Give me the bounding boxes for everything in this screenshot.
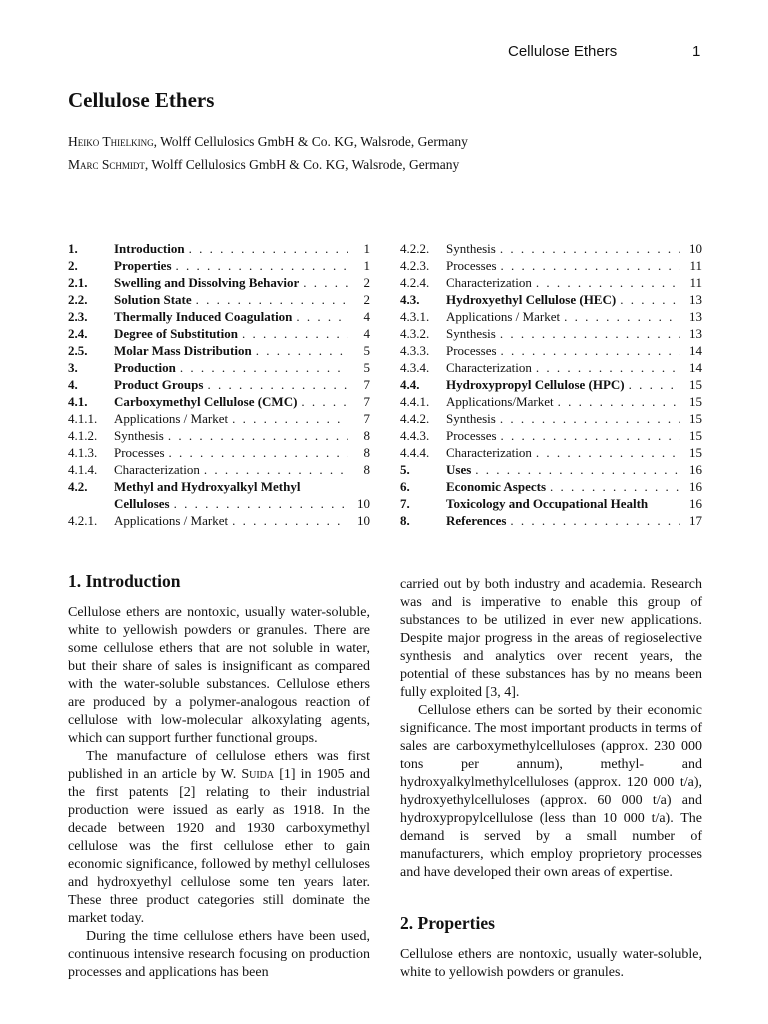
toc-dot-leader bbox=[200, 461, 348, 478]
toc-entry-title: Processes bbox=[446, 343, 497, 358]
toc-dot-leader bbox=[546, 478, 680, 495]
toc-entry-page: 1 bbox=[363, 258, 370, 273]
table-of-contents-right bbox=[400, 240, 702, 529]
author-name: Marc Schmidt bbox=[68, 157, 145, 172]
toc-entry-title: Toxicology and Occupational Health bbox=[446, 496, 649, 511]
toc-dot-leader bbox=[238, 325, 348, 342]
toc-entry-number: 1. bbox=[68, 241, 78, 256]
toc-entry-page: 1 bbox=[363, 241, 370, 256]
toc-entry-number: 6. bbox=[400, 479, 410, 494]
toc-entry-page: 7 bbox=[363, 411, 370, 426]
toc-dot-leader bbox=[496, 410, 680, 427]
toc-entry-title: Processes bbox=[446, 258, 497, 273]
toc-entry-page: 16 bbox=[689, 496, 702, 511]
toc-dot-leader bbox=[292, 308, 348, 325]
toc-dot-leader bbox=[228, 410, 348, 427]
toc-entry-page: 5 bbox=[363, 343, 370, 358]
toc-entry bbox=[68, 359, 370, 376]
author-affiliation: , Wolff Cellulosics GmbH & Co. KG, Walsrode, Germany bbox=[144, 157, 460, 172]
toc-entry bbox=[400, 291, 702, 308]
toc-entry bbox=[68, 512, 370, 529]
paragraph: Cellulose ethers can be sorted by their economic significance. The most important products in terms of sales are carboxymethylcelluloses (approx. 230 000 tons per annum), methyl- and hydroxyalkylmethylcelluloses (approx. 120 000 t/a), hydroxyethylcelluloses (approx. 60 000 t/a) and hydroxypropylcellulose (less than 10 000 t/a). The demand is served by a small number of manufacturers, which employ proprietory processes and have developed their own areas of expertise. bbox=[400, 703, 702, 880]
toc-entry bbox=[68, 291, 370, 308]
toc-dot-leader bbox=[496, 325, 680, 342]
toc-entry-page: 15 bbox=[689, 394, 702, 409]
toc-entry-title: Applications / Market bbox=[114, 513, 229, 528]
toc-dot-leader bbox=[172, 257, 348, 274]
toc-entry-title: Solution State bbox=[114, 292, 192, 307]
toc-entry-number: 4.1.1. bbox=[68, 411, 98, 426]
toc-entry-number: 4.2.1. bbox=[68, 513, 98, 528]
toc-entry bbox=[68, 257, 370, 274]
toc-entry-page: 13 bbox=[689, 326, 702, 341]
toc-entry-number: 2.1. bbox=[68, 275, 88, 290]
toc-entry bbox=[68, 308, 370, 325]
toc-entry-number: 4.1.2. bbox=[68, 428, 98, 443]
toc-entry-title: Thermally Induced Coagulation bbox=[114, 309, 293, 324]
toc-entry-number: 4.1. bbox=[68, 394, 88, 409]
toc-entry-number: 5. bbox=[400, 462, 410, 477]
toc-dot-leader bbox=[176, 359, 348, 376]
toc-entry-page: 17 bbox=[689, 513, 702, 528]
toc-entry-title: Product Groups bbox=[114, 377, 204, 392]
toc-entry bbox=[400, 512, 702, 529]
toc-dot-leader bbox=[297, 393, 348, 410]
toc-entry-title: Hydroxypropyl Cellulose (HPC) bbox=[446, 377, 625, 392]
toc-entry-title: Methyl and Hydroxyalkyl Methyl bbox=[114, 479, 301, 494]
toc-entry bbox=[400, 274, 702, 291]
toc-entry bbox=[400, 393, 702, 410]
paragraph: During the time cellulose ethers have been used, continuous intensive research focusing on production processes and applications has been bbox=[68, 929, 370, 980]
toc-dot-leader bbox=[185, 240, 348, 257]
toc-entry-title: Applications/Market bbox=[446, 394, 554, 409]
toc-entry bbox=[400, 495, 702, 512]
toc-entry-page: 7 bbox=[363, 377, 370, 392]
toc-entry-number: 4.4.3. bbox=[400, 428, 430, 443]
toc-entry bbox=[400, 359, 702, 376]
toc-entry-number: 8. bbox=[400, 513, 410, 528]
toc-entry-page: 16 bbox=[689, 479, 702, 494]
toc-entry-page: 13 bbox=[689, 292, 702, 307]
page-number: 1 bbox=[692, 43, 701, 60]
table-of-contents-left bbox=[68, 240, 370, 529]
toc-entry-title: Economic Aspects bbox=[446, 479, 547, 494]
toc-entry-title: Degree of Substitution bbox=[114, 326, 238, 341]
toc-entry-number: 2. bbox=[68, 258, 78, 273]
toc-entry-number: 4.4.2. bbox=[400, 411, 430, 426]
toc-entry bbox=[68, 410, 370, 427]
toc-entry-number: 2.5. bbox=[68, 343, 88, 358]
toc-dot-leader bbox=[497, 257, 680, 274]
toc-entry bbox=[68, 376, 370, 393]
toc-entry-page: 10 bbox=[689, 241, 702, 256]
section-heading-introduction: 1. Introduction bbox=[68, 571, 181, 591]
toc-entry-page: 2 bbox=[363, 292, 370, 307]
toc-entry-title: Synthesis bbox=[446, 241, 496, 256]
toc-entry bbox=[68, 427, 370, 444]
toc-entry bbox=[68, 495, 370, 512]
paragraph-text: [1] in 1905 and the first patents [2] relating to their industrial production were issued as early as 1918. In the decade between 1920 and 1930 carboxymethyl cellulose was the first cellulose ether to gain economic significance, followed by methyl celluloses and hydroxyethyl cellulose some ten years later. These three product categories still dominate the market today. bbox=[68, 767, 370, 926]
toc-entry bbox=[68, 393, 370, 410]
toc-entry bbox=[400, 478, 702, 495]
toc-entry-number: 4.3.1. bbox=[400, 309, 430, 324]
toc-entry bbox=[400, 461, 702, 478]
toc-entry-page: 2 bbox=[363, 275, 370, 290]
paragraph: Cellulose ethers are nontoxic, usually water-soluble, white to yellowish powders or granules. There are some cellulose ethers that are not soluble in water, but their share of sales is insignificant as compared with the water-soluble substances. Cellulose ethers are produced by a polymer-analogous reaction of cellulose with low-molecular alkoxylating agents, which can support further functional groups. bbox=[68, 605, 370, 746]
toc-entry-title: Synthesis bbox=[114, 428, 164, 443]
toc-entry-number: 2.3. bbox=[68, 309, 88, 324]
toc-dot-leader bbox=[165, 444, 348, 461]
toc-dot-leader bbox=[532, 359, 680, 376]
toc-entry-title: Synthesis bbox=[446, 326, 496, 341]
toc-dot-leader bbox=[560, 308, 680, 325]
toc-dot-leader bbox=[228, 512, 348, 529]
toc-entry-number: 4.1.3. bbox=[68, 445, 98, 460]
toc-entry-page: 15 bbox=[689, 445, 702, 460]
toc-entry-number: 4.1.4. bbox=[68, 462, 98, 477]
toc-entry-number: 3. bbox=[68, 360, 78, 375]
toc-entry-number: 2.2. bbox=[68, 292, 88, 307]
toc-entry-title: Processes bbox=[114, 445, 165, 460]
toc-dot-leader bbox=[625, 376, 680, 393]
toc-entry-page: 5 bbox=[363, 360, 370, 375]
toc-entry-title: Characterization bbox=[446, 445, 532, 460]
section-heading-properties: 2. Properties bbox=[400, 913, 495, 933]
toc-entry bbox=[400, 410, 702, 427]
author-affiliation: , Wolff Cellulosics GmbH & Co. KG, Walsrode, Germany bbox=[153, 134, 468, 149]
toc-entry-page: 14 bbox=[689, 360, 702, 375]
toc-entry bbox=[400, 376, 702, 393]
toc-entry-title: Applications / Market bbox=[114, 411, 229, 426]
toc-dot-leader bbox=[192, 291, 348, 308]
toc-entry-title: Properties bbox=[114, 258, 172, 273]
toc-entry-number: 4.2.3. bbox=[400, 258, 430, 273]
toc-dot-leader bbox=[299, 274, 348, 291]
toc-entry-title: Hydroxyethyl Cellulose (HEC) bbox=[446, 292, 617, 307]
toc-dot-leader bbox=[506, 512, 680, 529]
toc-dot-leader bbox=[164, 427, 348, 444]
toc-entry bbox=[68, 461, 370, 478]
toc-entry-page: 7 bbox=[363, 394, 370, 409]
toc-dot-leader bbox=[471, 461, 680, 478]
toc-entry-title: References bbox=[446, 513, 507, 528]
toc-entry bbox=[400, 444, 702, 461]
toc-entry-number: 4.2.4. bbox=[400, 275, 430, 290]
toc-entry-title: Synthesis bbox=[446, 411, 496, 426]
toc-entry-page: 16 bbox=[689, 462, 702, 477]
toc-dot-leader bbox=[532, 444, 680, 461]
running-head bbox=[0, 43, 768, 63]
toc-entry-page: 10 bbox=[357, 513, 370, 528]
toc-entry-page: 4 bbox=[363, 326, 370, 341]
author-line bbox=[68, 130, 468, 153]
toc-entry-number: 7. bbox=[400, 496, 410, 511]
toc-entry-title: Celluloses bbox=[114, 496, 170, 511]
body-column-right bbox=[400, 576, 702, 982]
toc-entry-page: 8 bbox=[363, 445, 370, 460]
toc-entry-title: Production bbox=[114, 360, 176, 375]
toc-entry bbox=[68, 342, 370, 359]
toc-entry-page: 11 bbox=[689, 275, 702, 290]
paragraph-text: The manufacture of cellulose ethers was first published in an article by W. bbox=[68, 749, 370, 782]
author-list bbox=[68, 130, 468, 176]
toc-dot-leader bbox=[203, 376, 348, 393]
toc-dot-leader bbox=[554, 393, 680, 410]
toc-entry-page: 11 bbox=[689, 258, 702, 273]
toc-entry bbox=[68, 274, 370, 291]
toc-entry-title: Uses bbox=[446, 462, 472, 477]
toc-dot-leader bbox=[497, 427, 680, 444]
toc-entry-number: 4.3. bbox=[400, 292, 420, 307]
paragraph-continued: carried out by both industry and academia. Research was and is imperative to enable this group of substances to be utilized in ever new applications. Despite major progress in the areas of regioselective synthesis and analytics over recent years, the potential of these substances has by no means been fully exploited [3, 4]. bbox=[400, 577, 702, 700]
toc-dot-leader bbox=[497, 342, 680, 359]
toc-entry-page: 15 bbox=[689, 428, 702, 443]
toc-entry bbox=[400, 342, 702, 359]
toc-dot-leader bbox=[170, 495, 348, 512]
toc-entry-number: 4.2.2. bbox=[400, 241, 430, 256]
toc-entry-number: 2.4. bbox=[68, 326, 88, 341]
toc-dot-leader bbox=[616, 291, 680, 308]
toc-entry-title: Characterization bbox=[446, 360, 532, 375]
toc-entry-page: 8 bbox=[363, 462, 370, 477]
running-title: Cellulose Ethers bbox=[508, 43, 618, 60]
toc-dot-leader bbox=[496, 240, 680, 257]
body-column-left bbox=[68, 570, 370, 982]
toc-entry-title: Introduction bbox=[114, 241, 185, 256]
toc-entry-title: Carboxymethyl Cellulose (CMC) bbox=[114, 394, 298, 409]
toc-entry-number: 4.4.1. bbox=[400, 394, 430, 409]
toc-entry-number: 4.4.4. bbox=[400, 445, 430, 460]
toc-entry-number: 4.4. bbox=[400, 377, 420, 392]
toc-entry-title: Molar Mass Distribution bbox=[114, 343, 252, 358]
toc-dot-leader bbox=[252, 342, 348, 359]
toc-entry-page: 10 bbox=[357, 496, 370, 511]
toc-dot-leader bbox=[532, 274, 680, 291]
cited-author-name: Suida bbox=[241, 767, 275, 782]
toc-entry-page: 14 bbox=[689, 343, 702, 358]
paragraph: Cellulose ethers are nontoxic, usually water-soluble, white to yellowish powders or granules. bbox=[400, 947, 702, 980]
author-line bbox=[68, 153, 468, 176]
toc-entry bbox=[68, 240, 370, 257]
toc-entry-title: Processes bbox=[446, 428, 497, 443]
toc-entry-page: 15 bbox=[689, 377, 702, 392]
toc-entry-page: 15 bbox=[689, 411, 702, 426]
toc-entry bbox=[400, 240, 702, 257]
toc-entry bbox=[400, 325, 702, 342]
toc-entry-page: 13 bbox=[689, 309, 702, 324]
toc-entry-number: 4. bbox=[68, 377, 78, 392]
toc-entry bbox=[400, 427, 702, 444]
toc-entry-number: 4.2. bbox=[68, 479, 88, 494]
paragraph bbox=[68, 748, 370, 928]
toc-entry-page: 8 bbox=[363, 428, 370, 443]
toc-entry bbox=[68, 444, 370, 461]
toc-entry-title: Characterization bbox=[446, 275, 532, 290]
toc-entry bbox=[400, 257, 702, 274]
toc-entry-title: Swelling and Dissolving Behavior bbox=[114, 275, 300, 290]
toc-entry-number: 4.3.3. bbox=[400, 343, 430, 358]
toc-entry bbox=[68, 478, 370, 495]
toc-entry-number: 4.3.2. bbox=[400, 326, 430, 341]
toc-entry-title: Applications / Market bbox=[446, 309, 561, 324]
toc-entry bbox=[68, 325, 370, 342]
toc-entry-title: Characterization bbox=[114, 462, 200, 477]
toc-entry bbox=[400, 308, 702, 325]
article-title: Cellulose Ethers bbox=[68, 88, 215, 112]
author-name: Heiko Thielking bbox=[68, 134, 154, 149]
toc-entry-page: 4 bbox=[363, 309, 370, 324]
toc-entry-number: 4.3.4. bbox=[400, 360, 430, 375]
